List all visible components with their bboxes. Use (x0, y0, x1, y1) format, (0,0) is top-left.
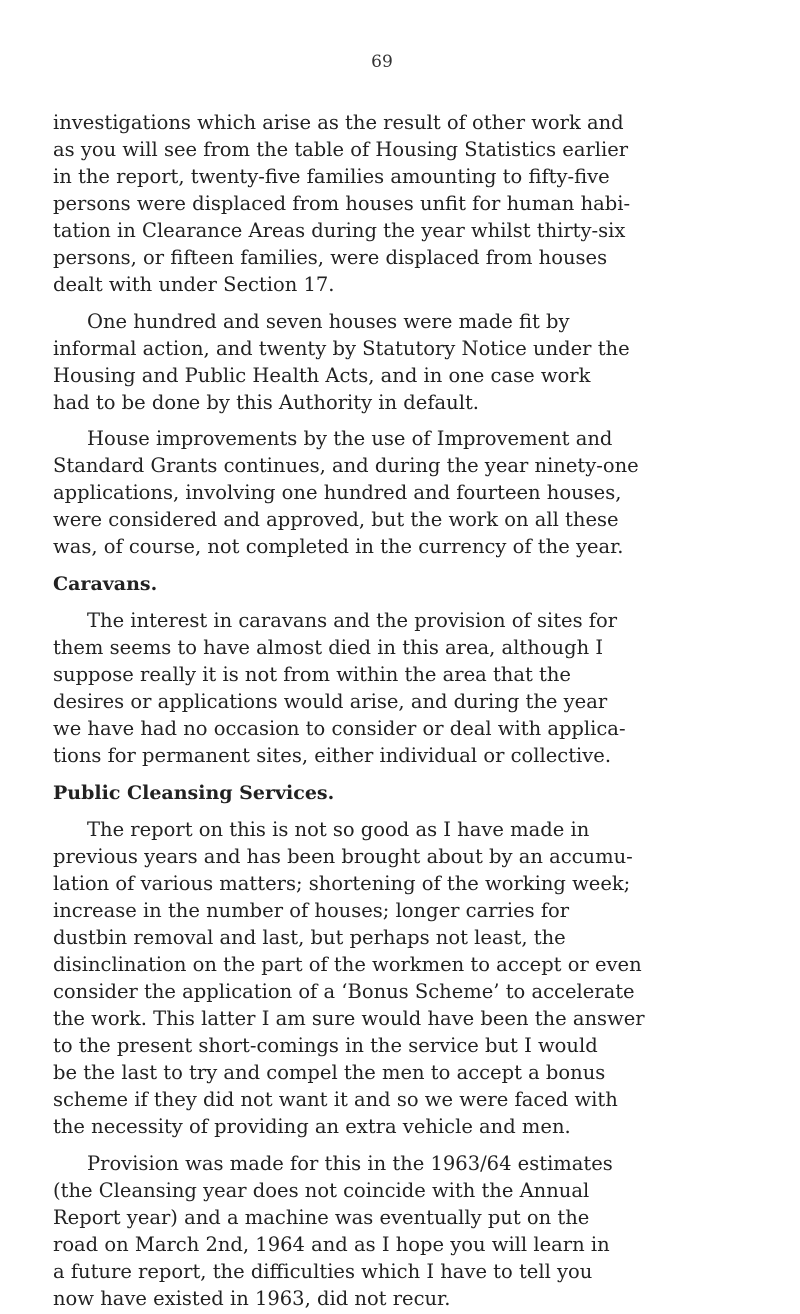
text-line: scheme if they did not want it and so we were faced with (53, 1088, 618, 1111)
text-line: disinclination on the part of the workmen to accept or even (53, 953, 642, 976)
text-line: road on March 2nd, 1964 and as I hope you will learn in (53, 1233, 610, 1256)
page-number: 69 (371, 52, 393, 72)
text-line: House improvements by the use of Improvement and (87, 427, 613, 450)
text-line: were considered and approved, but the work on all these (53, 508, 619, 531)
text-line: applications, involving one hundred and fourteen houses, (53, 481, 622, 504)
text-line: suppose really it is not from within the area that the (53, 663, 571, 686)
text-line: the necessity of providing an extra vehicle and men. (53, 1115, 571, 1138)
text-line: lation of various matters; shortening of the working week; (53, 872, 631, 895)
text-line: to the present short-comings in the service but I would (53, 1034, 598, 1057)
text-line: persons were displaced from houses unfit for human habi- (53, 192, 631, 215)
text-line: be the last to try and compel the men to accept a bonus (53, 1061, 606, 1084)
text-line: consider the application of a ‘Bonus Scheme’ to accelerate (53, 980, 635, 1003)
text-line: we have had no occasion to consider or deal with applica- (53, 717, 626, 740)
text-line: tation in Clearance Areas during the year whilst thirty-six (53, 219, 626, 242)
text-line: informal action, and twenty by Statutory Notice under the (53, 337, 630, 360)
text-line: Housing and Public Health Acts, and in one case work (53, 364, 591, 387)
text-line: increase in the number of houses; longer carries for (53, 899, 570, 922)
text-line: dealt with under Section 17. (53, 273, 335, 296)
text-line: previous years and has been brought about by an accumu- (53, 845, 633, 868)
text-line: persons, or fifteen families, were displaced from houses (53, 246, 608, 269)
text-line: Report year) and a machine was eventually put on the (53, 1206, 590, 1229)
text-line: One hundred and seven houses were made fit by (87, 310, 570, 333)
text-line: Provision was made for this in the 1963/64 estimates (87, 1152, 613, 1175)
text-line: desires or applications would arise, and during the year (53, 690, 608, 713)
text-line: them seems to have almost died in this area, although I (53, 636, 604, 659)
text-line: tions for permanent sites, either individual or collective. (53, 744, 612, 767)
text-line: was, of course, not completed in the currency of the year. (53, 535, 624, 558)
text-line: as you will see from the table of Housing Statistics earlier (53, 138, 629, 161)
text-line: in the report, twenty-five families amounting to fifty-five (53, 165, 610, 188)
text-line: dustbin removal and last, but perhaps not least, the (53, 926, 566, 949)
section-heading-public-cleansing: Public Cleansing Services. (53, 782, 335, 804)
text-line: now have existed in 1963, did not recur. (53, 1287, 451, 1310)
text-line: Standard Grants continues, and during the year ninety-one (53, 454, 639, 477)
text-line: The interest in caravans and the provision of sites for (87, 609, 618, 632)
text-line: a future report, the difficulties which I have to tell you (53, 1260, 593, 1283)
text-line: had to be done by this Authority in default. (53, 391, 479, 414)
text-line: the work. This latter I am sure would have been the answer (53, 1007, 645, 1030)
text-line: investigations which arise as the result of other work and (53, 111, 624, 134)
text-line: The report on this is not so good as I have made in (87, 818, 590, 841)
section-heading-caravans: Caravans. (53, 573, 158, 595)
text-line: (the Cleansing year does not coincide with the Annual (53, 1179, 590, 1202)
